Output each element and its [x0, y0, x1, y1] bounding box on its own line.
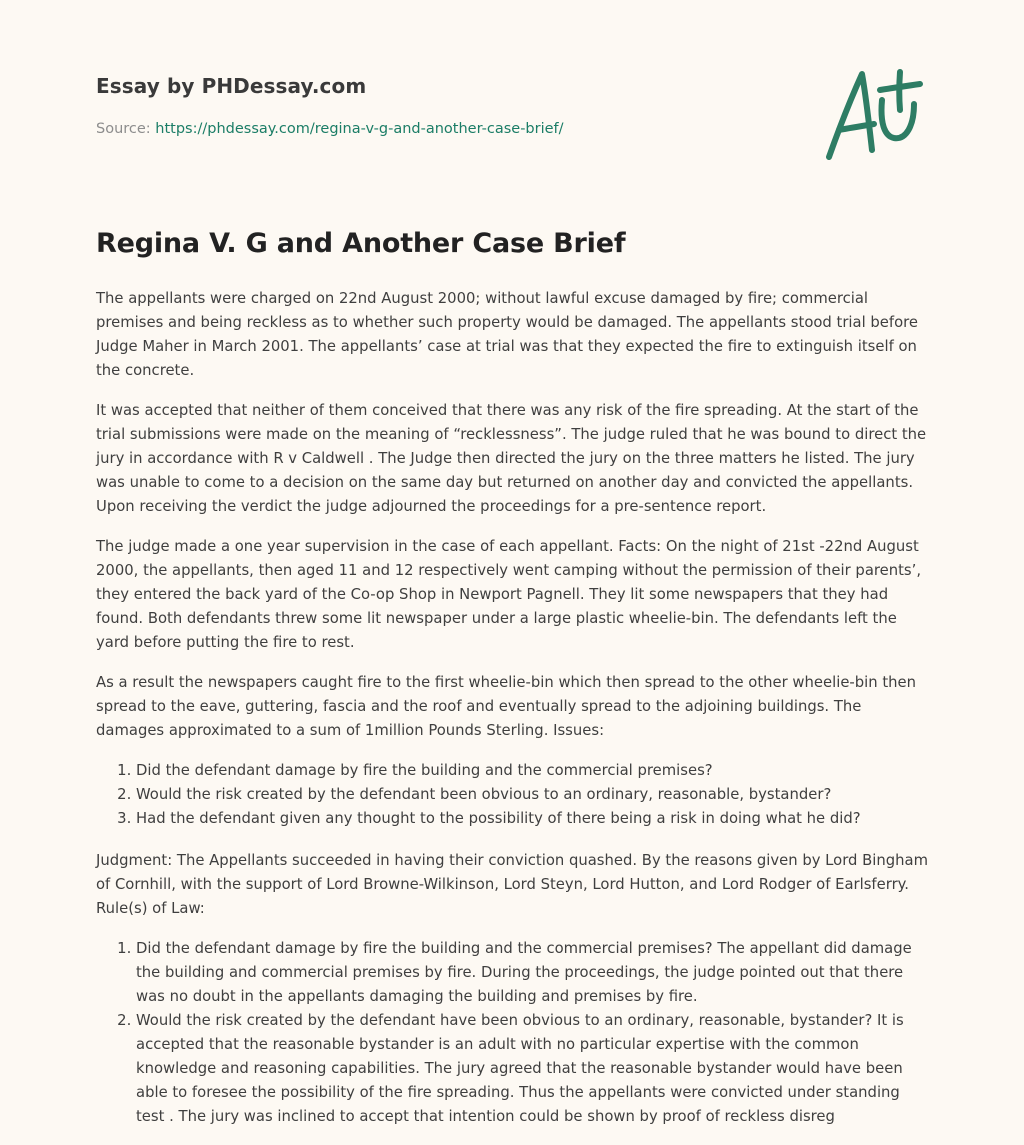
essay-title: Regina V. G and Another Case Brief	[96, 228, 626, 259]
rules-list	[96, 937, 932, 1129]
source-line	[96, 121, 796, 137]
paragraph-judgment: Judgment: The Appellants succeeded in having their conviction quashed. By the reasons given by Lord Bingham of Cornhill, with the support of Lord Browne-Wilkinson, Lord Steyn, Lord Hutton, and Lord Rodger of Earlsferry. Rule(s) of Law:	[96, 852, 929, 917]
issue-item: 1. Did the defendant damage by fire the building and the commercial premises?	[136, 759, 932, 783]
paragraph-trial: It was accepted that neither of them conceived that there was any risk of the fire spreading. At the start of the trial submissions were made on the meaning of “recklessness”. The judge ruled that he was bound to direct the jury in accordance with R v Caldwell . The Judge then directed the jury on the three matters he listed. The jury was unable to come to a decision on the same day but returned on another day and convicted the appellants. Upon receiving the verdict the judge adjourned the proceedings for a pre-sentence report.	[96, 402, 927, 515]
brand-title: Essay by PHDessay.com	[96, 74, 367, 98]
rule-item: 1. Did the defendant damage by fire the building and the commercial premises? The appellant did damage the building and commercial premises by fire. During the proceedings, the judge pointed out that there was no doubt in the appellants damaging the building and premises by fire.	[136, 937, 932, 1009]
paragraph-facts: The judge made a one year supervision in the case of each appellant. Facts: On the night of 21st -22nd August 2000, the appellants, then aged 11 and 12 respectively went camping without the permission of their parents’, they entered the back yard of the Co-op Shop in Newport Pagnell. They lit some newspapers that they had found. Both defendants threw some lit newspaper under a large plastic wheelie-bin. The defendants left the yard before putting the fire to rest.	[96, 538, 922, 651]
paragraph-charges: The appellants were charged on 22nd August 2000; without lawful excuse damaged by fire; commercial premises and being reckless as to whether such property would be damaged. The appellants stood trial before Judge Maher in March 2001. The appellants’ case at trial was that they expected the fire to extinguish itself on the concrete.	[96, 290, 919, 379]
essay-content	[96, 228, 932, 1145]
issue-item: 3. Had the defendant given any thought to the possibility of there being a risk in doing what he did?	[136, 807, 932, 831]
paragraph-damages: As a result the newspapers caught fire to the first wheelie-bin which then spread to the other wheelie-bin then spread to the eave, guttering, fascia and the roof and eventually spread to the adjoining buildings. The damages approximated to a sum of 1million Pounds Sterling. Issues:	[96, 674, 917, 739]
rule-item: 2. Would the risk created by the defendant have been obvious to an ordinary, reasonable, bystander? It is accepted that the reasonable bystander is an adult with no particular expertise with the common knowledge and reasoning capabilities. The jury agreed that the reasonable bystander would have been able to foresee the possibility of the fire spreading. Thus the appellants were convicted under standing test . The jury was inclined to accept that intention could be shown by proof of reckless disreg	[136, 1009, 932, 1129]
issue-item: 2. Would the risk created by the defendant been obvious to an ordinary, reasonable, bystander?	[136, 783, 932, 807]
source-link[interactable]: https://phdessay.com/regina-v-g-and-another-case-brief/	[155, 121, 564, 137]
a-plus-grade-icon	[822, 66, 932, 166]
source-label: Source:	[96, 121, 151, 137]
a-plus-logo-svg	[822, 66, 932, 166]
page-header	[96, 74, 796, 137]
issues-list	[96, 759, 932, 831]
